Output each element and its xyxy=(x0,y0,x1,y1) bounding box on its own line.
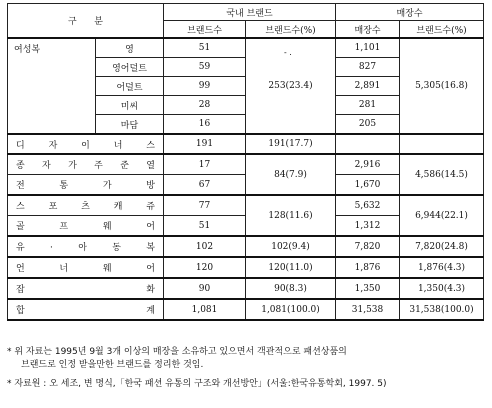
table-cell xyxy=(400,134,484,154)
table-cell: 51 xyxy=(164,216,246,237)
table-cell: 99 xyxy=(164,77,246,96)
table-cell: 7,820 xyxy=(336,236,400,257)
row-label-misc: 잡 화 xyxy=(8,278,164,299)
header-brand-count-pct: 브랜드수(%) xyxy=(246,21,336,39)
table-cell: 31,538(100.0) xyxy=(400,299,484,320)
table-cell: 어덜트 xyxy=(96,77,164,96)
table-cell: 120(11.0) xyxy=(246,257,336,278)
table-cell: 1,670 xyxy=(336,175,400,196)
source-line: * 자료원 : 오 세조, 변 명식,「한국 패션 유통의 구조와 개선방안」(서울:한국유통학회, 1997. 5) xyxy=(7,379,387,389)
table-cell: 84(7.9) xyxy=(246,154,336,195)
group-label-women: 여성복 xyxy=(8,38,96,134)
table-cell: 1,081(100.0) xyxy=(246,299,336,320)
header-brand-count: 브랜드수 xyxy=(164,21,246,39)
table-cell: 17 xyxy=(164,154,246,175)
table-cell: 128(11.6) xyxy=(246,195,336,236)
women-brand-pct-cell xyxy=(246,38,336,134)
row-label-kids: 유 · 아 동 복 xyxy=(8,236,164,257)
table-cell: 281 xyxy=(336,96,400,115)
note-line-1: * 위 자료는 1995년 9월 3개 이상의 매장을 소유하고 있으면서 객관적으로 패션상품의 xyxy=(7,347,347,357)
header-category: 구 분 xyxy=(8,4,164,39)
row-label-total: 합 계 xyxy=(8,299,164,320)
table-cell: 51 xyxy=(164,38,246,58)
table-cell: 1,876(4.3) xyxy=(400,257,484,278)
table-cell: 191 xyxy=(164,134,246,154)
data-table-wrapper xyxy=(7,3,483,321)
table-cell: 1,876 xyxy=(336,257,400,278)
header-stores: 매장수 xyxy=(336,4,484,21)
table-cell: 1,101 xyxy=(336,38,400,58)
table-cell: 1,350(4.3) xyxy=(400,278,484,299)
header-store-brand-pct: 브랜드수(%) xyxy=(400,21,484,39)
table-cell: 102 xyxy=(164,236,246,257)
table-cell: 영 xyxy=(96,38,164,58)
table-cell: 191(17.7) xyxy=(246,134,336,154)
row-label-men-casual: 종 자 가 주 준 열 xyxy=(8,154,164,175)
table-cell: 67 xyxy=(164,175,246,196)
table-notes xyxy=(7,346,485,391)
table-cell: 5,632 xyxy=(336,195,400,216)
table-cell: 90 xyxy=(164,278,246,299)
table-cell: 1,312 xyxy=(336,216,400,237)
brand-store-table xyxy=(7,3,484,321)
table-cell: 1,081 xyxy=(164,299,246,320)
table-cell: 59 xyxy=(164,58,246,77)
table-cell: 4,586(14.5) xyxy=(400,154,484,195)
table-cell: 16 xyxy=(164,115,246,135)
table-cell: 마담 xyxy=(96,115,164,135)
table-cell xyxy=(336,134,400,154)
row-label-men-formal: 전 통 가 방 xyxy=(8,175,164,196)
note-line-2: 브랜드로 인정 받을만한 브랜드를 정리한 것임. xyxy=(21,360,204,370)
header-store-count: 매장수 xyxy=(336,21,400,39)
table-cell: 102(9.4) xyxy=(246,236,336,257)
table-cell: 2,891 xyxy=(336,77,400,96)
table-cell: 1,350 xyxy=(336,278,400,299)
table-cell: 205 xyxy=(336,115,400,135)
table-cell: 827 xyxy=(336,58,400,77)
table-cell: 영어덜트 xyxy=(96,58,164,77)
table-cell: 2,916 xyxy=(336,154,400,175)
women-store-pct-cell: 5,305(16.8) xyxy=(400,38,484,134)
table-cell: 77 xyxy=(164,195,246,216)
table-cell: 253(23.4) xyxy=(268,81,313,91)
row-label-sports: 스 포 츠 캐 쥬 xyxy=(8,195,164,216)
header-domestic-brand: 국내 브랜드 xyxy=(164,4,336,21)
table-cell: 미씨 xyxy=(96,96,164,115)
row-label-inner: 언 너 웨 어 xyxy=(8,257,164,278)
table-cell: 28 xyxy=(164,96,246,115)
table-cell: 31,538 xyxy=(336,299,400,320)
table-cell: 7,820(24.8) xyxy=(400,236,484,257)
table-cell: 120 xyxy=(164,257,246,278)
row-label-golf: 골 프 웨 어 xyxy=(8,216,164,237)
table-cell: 90(8.3) xyxy=(246,278,336,299)
table-cell: 6,944(22.1) xyxy=(400,195,484,236)
dot-marks: - . xyxy=(284,48,292,57)
row-label-designers: 디 자 이 너 스 xyxy=(8,134,164,154)
